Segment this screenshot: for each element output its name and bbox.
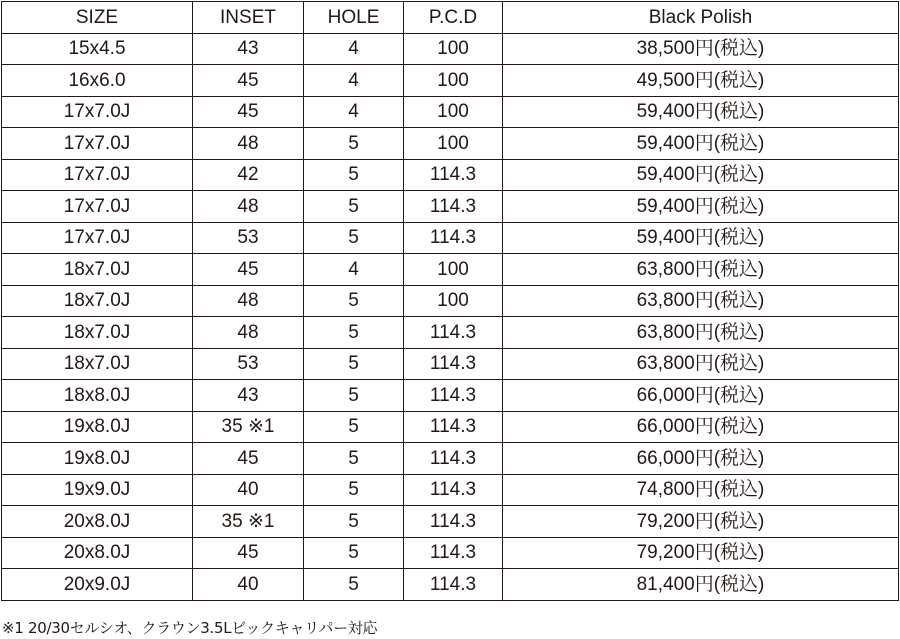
cell-size: 20x8.0J <box>2 506 193 538</box>
cell-inset: 45 <box>193 65 304 97</box>
cell-hole: 5 <box>304 380 404 412</box>
cell-hole: 5 <box>304 317 404 349</box>
cell-hole: 4 <box>304 254 404 286</box>
cell-hole: 5 <box>304 443 404 475</box>
cell-price: 59,400円(税込) <box>503 128 899 160</box>
cell-pcd: 114.3 <box>404 380 503 412</box>
cell-size: 16x6.0 <box>2 65 193 97</box>
cell-hole: 5 <box>304 348 404 380</box>
table-row <box>2 65 899 97</box>
cell-inset: 45 <box>193 96 304 128</box>
header-price: Black Polish <box>503 2 899 34</box>
cell-hole: 5 <box>304 159 404 191</box>
cell-pcd: 100 <box>404 254 503 286</box>
cell-pcd: 114.3 <box>404 191 503 223</box>
cell-pcd: 114.3 <box>404 317 503 349</box>
cell-hole: 5 <box>304 506 404 538</box>
cell-hole: 5 <box>304 128 404 160</box>
table-row <box>2 222 899 254</box>
cell-hole: 5 <box>304 474 404 506</box>
cell-inset: 48 <box>193 317 304 349</box>
cell-size: 19x8.0J <box>2 411 193 443</box>
table-row <box>2 128 899 160</box>
cell-price: 66,000円(税込) <box>503 380 899 412</box>
table-row <box>2 96 899 128</box>
cell-pcd: 114.3 <box>404 474 503 506</box>
cell-inset: 40 <box>193 569 304 601</box>
header-row <box>2 2 899 34</box>
cell-pcd: 100 <box>404 65 503 97</box>
table-row <box>2 411 899 443</box>
cell-size: 17x7.0J <box>2 191 193 223</box>
cell-hole: 4 <box>304 33 404 65</box>
table-row <box>2 443 899 475</box>
cell-pcd: 114.3 <box>404 537 503 569</box>
cell-pcd: 100 <box>404 285 503 317</box>
cell-hole: 4 <box>304 96 404 128</box>
cell-price: 38,500円(税込) <box>503 33 899 65</box>
cell-inset: 45 <box>193 537 304 569</box>
cell-price: 59,400円(税込) <box>503 222 899 254</box>
cell-inset: 48 <box>193 285 304 317</box>
cell-price: 66,000円(税込) <box>503 443 899 475</box>
table-row <box>2 285 899 317</box>
cell-price: 59,400円(税込) <box>503 191 899 223</box>
cell-inset: 48 <box>193 128 304 160</box>
cell-inset: 35 ※1 <box>193 411 304 443</box>
cell-price: 66,000円(税込) <box>503 411 899 443</box>
cell-inset: 53 <box>193 348 304 380</box>
header-hole: HOLE <box>304 2 404 34</box>
cell-size: 20x9.0J <box>2 569 193 601</box>
cell-size: 17x7.0J <box>2 159 193 191</box>
cell-inset: 43 <box>193 33 304 65</box>
table-row <box>2 474 899 506</box>
cell-size: 15x4.5 <box>2 33 193 65</box>
table-row <box>2 159 899 191</box>
cell-price: 81,400円(税込) <box>503 569 899 601</box>
cell-inset: 35 ※1 <box>193 506 304 538</box>
cell-price: 59,400円(税込) <box>503 159 899 191</box>
table-row <box>2 569 899 601</box>
table-row <box>2 380 899 412</box>
cell-pcd: 100 <box>404 96 503 128</box>
cell-pcd: 100 <box>404 128 503 160</box>
cell-hole: 5 <box>304 191 404 223</box>
cell-inset: 40 <box>193 474 304 506</box>
cell-hole: 4 <box>304 65 404 97</box>
cell-size: 17x7.0J <box>2 222 193 254</box>
cell-price: 74,800円(税込) <box>503 474 899 506</box>
table-row <box>2 348 899 380</box>
cell-size: 19x9.0J <box>2 474 193 506</box>
cell-size: 18x7.0J <box>2 285 193 317</box>
cell-inset: 53 <box>193 222 304 254</box>
table-row <box>2 317 899 349</box>
table-row <box>2 254 899 286</box>
cell-pcd: 114.3 <box>404 569 503 601</box>
cell-inset: 42 <box>193 159 304 191</box>
cell-pcd: 114.3 <box>404 411 503 443</box>
cell-hole: 5 <box>304 537 404 569</box>
table-row <box>2 537 899 569</box>
header-inset: INSET <box>193 2 304 34</box>
cell-hole: 5 <box>304 222 404 254</box>
table-row <box>2 33 899 65</box>
cell-price: 79,200円(税込) <box>503 537 899 569</box>
cell-pcd: 114.3 <box>404 159 503 191</box>
cell-size: 17x7.0J <box>2 96 193 128</box>
cell-pcd: 114.3 <box>404 506 503 538</box>
cell-pcd: 100 <box>404 33 503 65</box>
header-pcd: P.C.D <box>404 2 503 34</box>
cell-size: 20x8.0J <box>2 537 193 569</box>
cell-size: 18x7.0J <box>2 254 193 286</box>
cell-size: 18x7.0J <box>2 317 193 349</box>
cell-price: 49,500円(税込) <box>503 65 899 97</box>
cell-size: 18x8.0J <box>2 380 193 412</box>
cell-hole: 5 <box>304 285 404 317</box>
header-size: SIZE <box>2 2 193 34</box>
cell-size: 17x7.0J <box>2 128 193 160</box>
cell-inset: 43 <box>193 380 304 412</box>
cell-price: 63,800円(税込) <box>503 285 899 317</box>
table-row <box>2 191 899 223</box>
cell-inset: 45 <box>193 254 304 286</box>
cell-price: 59,400円(税込) <box>503 96 899 128</box>
cell-size: 19x8.0J <box>2 443 193 475</box>
cell-hole: 5 <box>304 569 404 601</box>
cell-inset: 48 <box>193 191 304 223</box>
cell-pcd: 114.3 <box>404 222 503 254</box>
cell-price: 79,200円(税込) <box>503 506 899 538</box>
cell-pcd: 114.3 <box>404 348 503 380</box>
cell-price: 63,800円(税込) <box>503 348 899 380</box>
cell-size: 18x7.0J <box>2 348 193 380</box>
table-body <box>2 33 899 600</box>
table-row <box>2 506 899 538</box>
footnote: ※1 20/30セルシオ、クラウン3.5Lビックキャリパー対応 <box>2 619 378 637</box>
cell-price: 63,800円(税込) <box>503 317 899 349</box>
cell-inset: 45 <box>193 443 304 475</box>
cell-price: 63,800円(税込) <box>503 254 899 286</box>
wheel-spec-table <box>1 1 899 601</box>
cell-hole: 5 <box>304 411 404 443</box>
cell-pcd: 114.3 <box>404 443 503 475</box>
